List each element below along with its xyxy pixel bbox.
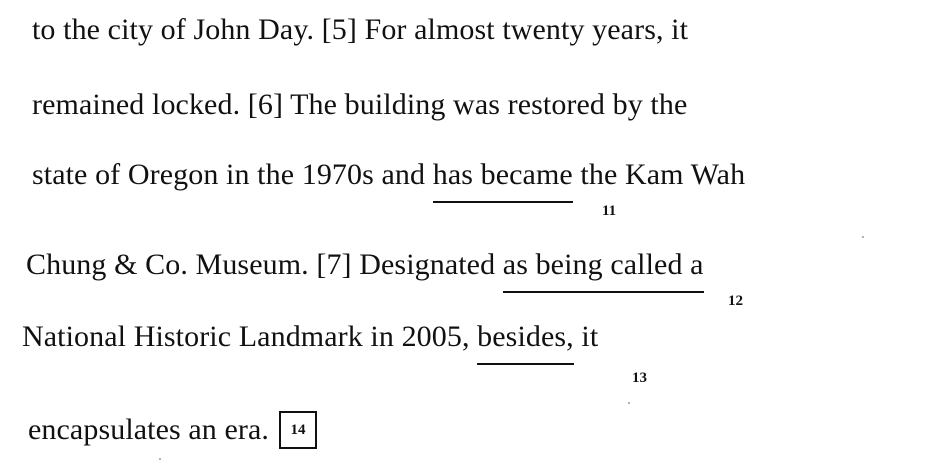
scan-speck — [159, 458, 161, 460]
question-13-underlined-text[interactable]: besides, — [477, 320, 574, 353]
passage-line-6 — [28, 412, 317, 451]
passage-line-4 — [26, 247, 704, 283]
line-3-text-pre: state of Oregon in the 1970s and — [32, 158, 433, 191]
line-5-text-post: it — [573, 320, 599, 353]
passage-line-5 — [22, 319, 598, 355]
line-6-text: encapsulates an era. — [28, 413, 270, 446]
scan-speck — [862, 236, 864, 238]
question-11-number: 11 — [602, 203, 617, 219]
line-2-text: remained locked. [6] The building was restored by the — [32, 88, 688, 121]
question-11-underlined-text[interactable]: has became — [432, 158, 573, 191]
passage-line-2 — [32, 87, 687, 123]
passage-line-1 — [32, 12, 688, 48]
question-13-number: 13 — [632, 370, 647, 386]
question-12-number: 12 — [728, 293, 743, 309]
scan-speck — [628, 402, 630, 404]
line-4-text-pre: Chung & Co. Museum. [7] Designated — [26, 248, 503, 281]
question-14-box[interactable]: 14 — [279, 411, 317, 449]
question-12-underlined-text[interactable]: as being called a — [502, 248, 704, 281]
line-3-text-post: the Kam Wah — [572, 158, 746, 191]
line-5-text-pre: National Historic Landmark in 2005, — [22, 320, 478, 353]
line-1-text: to the city of John Day. [5] For almost twenty years, it — [32, 13, 689, 46]
passage-line-3 — [32, 157, 745, 193]
